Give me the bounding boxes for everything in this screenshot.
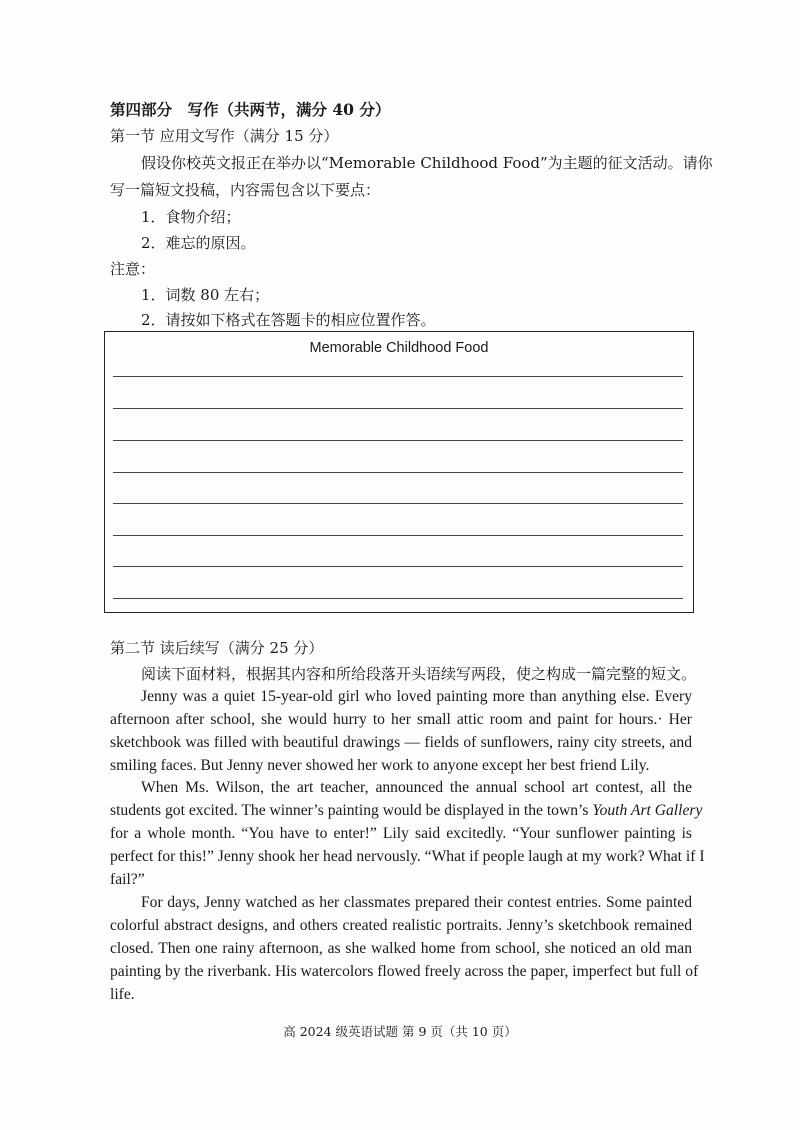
writing-line — [113, 408, 683, 409]
part1-heading: 第一节 应用文写作（满分 15 分） — [110, 127, 339, 145]
part2-instruction: 阅读下面材料，根据其内容和所给段落开头语续写两段，使之构成一篇完整的短文。 — [141, 665, 697, 683]
prompt-line-1: 假设你校英文报正在举办以“Memorable Childhood Food”为主题的征文活动。请你 — [141, 154, 713, 172]
writing-line — [113, 503, 683, 504]
writing-line — [113, 376, 683, 377]
point-2: 2．难忘的原因。 — [141, 234, 256, 252]
note-2: 2．请按如下格式在答题卡的相应位置作答。 — [141, 311, 436, 329]
part2-heading: 第二节 读后续写（满分 25 分） — [110, 639, 324, 657]
writing-line — [113, 472, 683, 473]
answer-box — [104, 331, 694, 613]
paragraph-2-line: When Ms. Wilson, the art teacher, announced the annual school art contest, all the — [141, 779, 692, 796]
paragraph-2-text: students got excited. The winner’s painting would be displayed in the town’s — [110, 802, 589, 819]
paragraph-1-line: sketchbook was filled with beautiful drawings — fields of sunflowers, rainy city streets, and — [110, 734, 692, 751]
gallery-name: Youth Art Gallery — [592, 802, 703, 819]
section-title: 第四部分 写作（共两节，满分 40 分） — [110, 100, 391, 119]
paragraph-2-line — [110, 802, 703, 820]
writing-line — [113, 440, 683, 441]
page-footer: 高 2024 级英语试题 第 9 页（共 10 页） — [283, 1024, 517, 1039]
writing-line — [113, 598, 683, 599]
paragraph-3-line: closed. Then one rainy afternoon, as she walked home from school, she noticed an old man — [110, 940, 692, 957]
paragraph-3-line: colorful abstract designs, and others created realistic portraits. Jenny’s sketchbook remained — [110, 917, 692, 934]
paragraph-1-line: Jenny was a quiet 15-year-old girl who loved painting more than anything else. Every — [141, 688, 692, 705]
writing-line — [113, 566, 683, 567]
paragraph-1-line: afternoon after school, she would hurry to her small attic room and paint for hours.· Her — [110, 711, 692, 728]
paragraph-2-line: perfect for this!” Jenny shook her head nervously. “What if people laugh at my work? What if I — [110, 848, 705, 865]
paragraph-3-line: painting by the riverbank. His watercolors flowed freely across the paper, imperfect but full of — [110, 963, 699, 980]
writing-line — [113, 535, 683, 536]
paragraph-1-line: smiling faces. But Jenny never showed her work to anyone except her best friend Lily. — [110, 757, 650, 774]
note-1: 1．词数 80 左右； — [141, 286, 270, 304]
paragraph-3-line: For days, Jenny watched as her classmates prepared their contest entries. Some painted — [141, 894, 692, 911]
note-label: 注意： — [110, 260, 156, 278]
prompt-line-2: 写一篇短文投稿，内容需包含以下要点： — [110, 181, 381, 199]
answer-box-title: Memorable Childhood Food — [309, 340, 489, 356]
paragraph-3-line: life. — [110, 986, 135, 1003]
paragraph-2-line: fail?” — [110, 871, 145, 888]
paragraph-2-line: for a whole month. “You have to enter!” Lily said excitedly. “Your sunflower painting is — [110, 825, 692, 842]
point-1: 1．食物介绍； — [141, 208, 241, 226]
